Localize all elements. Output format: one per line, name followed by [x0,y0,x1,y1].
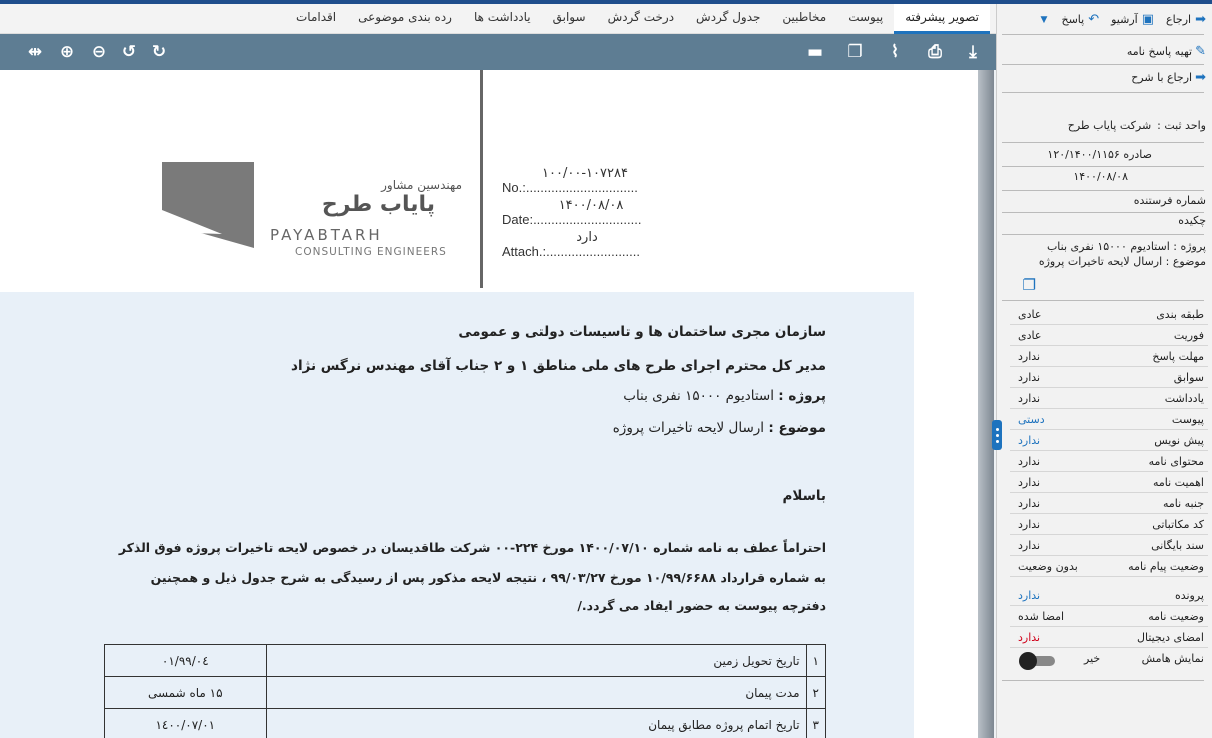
property-value[interactable]: دستی [1018,413,1045,426]
divider [1002,212,1204,213]
divider [1002,680,1204,681]
summary-label: چکیده [1178,214,1206,227]
property-row [1010,606,1208,627]
attachment-icon[interactable]: ⌇ [890,42,900,62]
print-icon[interactable]: ⎙ [928,42,942,62]
property-row [1010,409,1208,430]
letter-attach-value: دارد [576,230,598,245]
property-value: ندارد [1018,518,1041,531]
schedule-table [104,644,826,738]
arrow-right-icon: ➡ [1195,70,1206,85]
recipient-person: مدیر کل محترم اجرای طرح های ملی مناطق ۱ و ۲ جناب آقای مهندس نرگس نژاد [291,358,826,374]
issued-number: صادره ۱۲۰/۱۴۰۰/۱۱۵۶ [1047,148,1152,161]
project-line [623,388,826,404]
margin-toggle[interactable] [1019,652,1059,670]
tab-flow-table[interactable]: جدول گردش [696,9,761,24]
rotate-left-icon[interactable]: ↺ [121,42,137,62]
property-row [1010,514,1208,535]
property-label: پیوست [1171,413,1204,426]
divider [1002,234,1204,235]
property-label: اهمیت نامه [1152,476,1204,489]
toggle-knob [1019,652,1037,670]
tab-bar [0,4,996,34]
divider [1002,166,1204,167]
property-value: عادی [1018,308,1042,321]
download-icon[interactable]: ⤓ [969,42,977,62]
prepare-reply-button[interactable]: تهیه پاسخ نامه [1126,45,1193,58]
property-row [1010,367,1208,388]
property-value: خیر [1084,652,1101,665]
property-row [1010,585,1208,606]
tab-actions[interactable]: اقدامات [295,9,337,24]
subject-line [613,420,826,436]
tab-recipients[interactable]: مخاطبین [782,9,827,24]
property-value: ندارد [1018,497,1041,510]
property-label: محتوای نامه [1148,455,1204,468]
subject-value: ارسال لایحه تاخیرات پروژه [612,420,765,436]
property-value: ندارد [1018,455,1041,468]
panel-actions [1037,12,1206,27]
zoom-in-icon[interactable]: ⊕ [59,42,75,62]
letter-date-value: ۱۴۰۰/۰۸/۰۸ [558,198,624,213]
row-number: ۱ [806,645,825,677]
divider [1002,142,1204,143]
fit-width-icon[interactable]: ⇹ [27,42,43,62]
copy-pages-icon[interactable]: ❐ [847,42,863,62]
row-number: ۲ [806,677,825,709]
property-value: بدون وضعیت [1018,560,1078,573]
rotate-right-icon[interactable]: ↻ [151,42,167,62]
letter-date-label: Date:.............................. [502,212,642,227]
recipient-org: سازمان مجری ساختمان ها و تاسیسات دولتی و عمومی [458,324,826,340]
logo-subtitle-fa: مهندسین مشاور [381,178,462,192]
property-row [1010,556,1208,577]
table-row [105,709,826,738]
prepare-reply-row [1127,44,1206,59]
tab-attachment[interactable]: پیوست [848,9,884,24]
return-button[interactable]: ارجاع [1166,13,1192,26]
property-value: عادی [1018,329,1042,342]
property-label: یادداشت [1164,392,1204,405]
divider [1002,34,1204,35]
property-label: جنبه نامه [1162,497,1204,510]
property-value[interactable]: ندارد [1018,434,1041,447]
row-item: تاریخ اتمام پروژه مطابق پیمان [266,709,806,738]
tab-advanced-image[interactable]: تصویر پیشرفته [894,4,990,34]
project-value: استادیوم ۱۵۰۰۰ نفری بناب [623,388,774,404]
company-logo [162,162,254,256]
logo-subtitle-en: CONSULTING ENGINEERS [295,246,447,258]
logo-title-en: PAYABTARH [270,226,383,244]
issued-date: ۱۴۰۰/۰۸/۰۸ [1073,170,1128,183]
property-row [1010,430,1208,451]
viewer-toolbar [0,34,996,70]
property-value: ندارد [1018,350,1041,363]
edit-document-icon: ✎ [1195,44,1206,59]
property-row [1010,535,1208,556]
property-row [1010,325,1208,346]
property-label: فوریت [1173,329,1204,342]
body-paragraph-3: دفترچه پیوست به حضور ایفاد می گردد./ [577,598,826,613]
project-label: پروژه : [778,388,826,404]
row-value: ۹۹/۰٤/۰۱ [105,645,267,677]
tab-notes[interactable]: یادداشت ها [473,9,531,24]
row-value: ۱۵ ماه شمسی [105,677,267,709]
archive-button[interactable]: آرشیو [1111,13,1138,26]
property-label: وضعیت نامه [1148,610,1204,623]
body-paragraph-2: به شماره قرارداد ۱۰/۹۹/۶۶۸۸ مورخ ۹۹/۰۳/۲۷ ، نتیجه لایحه مذکور پس از رسیدگی به شرح جدول ذیل و همچنین [150,570,826,585]
property-row [1010,493,1208,514]
divider [1002,64,1204,65]
reg-unit-label: واحد ثبت : [1157,119,1206,132]
property-label: سند بایگانی [1151,539,1204,552]
property-value: امضا شده [1018,610,1065,623]
row-number: ۳ [806,709,825,738]
property-value: ندارد [1018,392,1041,405]
archive-icon: ▣ [1141,12,1154,27]
reg-unit-value: شرکت پایاب طرح [1067,119,1152,132]
reply-button[interactable]: پاسخ [1061,13,1085,26]
property-label: طبقه بندی [1156,308,1204,321]
property-row [1010,627,1208,648]
property-value: ندارد [1018,539,1041,552]
property-value: ندارد [1018,631,1041,644]
scanner-icon[interactable]: ▬ [806,42,824,62]
tab-history[interactable]: سوابق [552,9,586,24]
property-value: ندارد [1018,476,1041,489]
letter-page [0,70,994,738]
property-label: سوابق [1173,371,1204,384]
property-label: مهلت پاسخ [1152,350,1204,363]
arrow-right-icon: ➡ [1195,12,1206,27]
property-label: پرونده [1174,589,1204,602]
property-value: ندارد [1018,371,1041,384]
panel-splitter-handle[interactable] [992,420,1002,450]
tab-subject-category[interactable]: رده بندی موضوعی [358,9,452,24]
tab-flow-tree[interactable]: درخت گردش [607,9,675,24]
property-value[interactable]: ندارد [1018,589,1041,602]
row-value: ۱٤۰۰/۰۷/۰۱ [105,709,267,738]
letter-attach-label: Attach.:.......................... [502,244,640,259]
property-row [1010,451,1208,472]
letter-number-label: No.:............................... [502,180,638,195]
divider [1002,92,1204,93]
greeting: باسلام [782,488,826,504]
letter-info-panel [996,4,1212,738]
property-label: امضای دیجیتال [1137,631,1204,644]
document-viewer[interactable] [0,70,996,738]
return-with-desc-button[interactable]: ارجاع با شرح [1131,71,1193,84]
summary-line-1: پروژه : استادیوم ۱۵۰۰۰ نفری بناب [1046,240,1206,253]
divider [1002,190,1204,191]
body-paragraph-1: احتراماً عطف به نامه شماره ۱۴۰۰/۰۷/۱۰ مورخ ۲۲۴-۰۰ شرکت طاقدیسان در خصوص لایحه تاخیرات پروژه فوق الذکر [118,540,826,555]
table-row [105,677,826,709]
property-row [1010,472,1208,493]
chevron-down-icon[interactable]: ▼ [1040,14,1048,25]
copy-summary-icon[interactable]: ❐ [1022,276,1036,294]
letter-number-value: ۱۰۰/۰۰-۱۰۷۲۸۴ [542,166,628,181]
summary-line-2: موضوع : ارسال لایحه تاخیرات پروژه [1038,255,1206,268]
reply-icon: ↶ [1088,12,1100,27]
property-row [1010,304,1208,325]
property-label: پیش نویس [1154,434,1204,447]
sender-number: شماره فرستنده [1133,194,1206,207]
divider [1002,300,1204,301]
property-row [1010,388,1208,409]
property-label: نمایش هامش [1141,652,1204,665]
header-divider [480,70,483,288]
page-edge [978,70,994,738]
logo-title-fa: پایاب طرح [321,192,435,217]
property-label: وضعیت پیام نامه [1128,560,1204,573]
return-desc-row [1131,70,1206,85]
table-row [105,645,826,677]
row-item: تاریخ تحویل زمین [266,645,806,677]
row-item: مدت پیمان [266,677,806,709]
registration-unit [1068,119,1206,132]
subject-label: موضوع : [768,420,826,436]
property-row [1010,346,1208,367]
zoom-out-icon[interactable]: ⊖ [91,42,107,62]
property-label: کد مکاتباتی [1152,518,1204,531]
